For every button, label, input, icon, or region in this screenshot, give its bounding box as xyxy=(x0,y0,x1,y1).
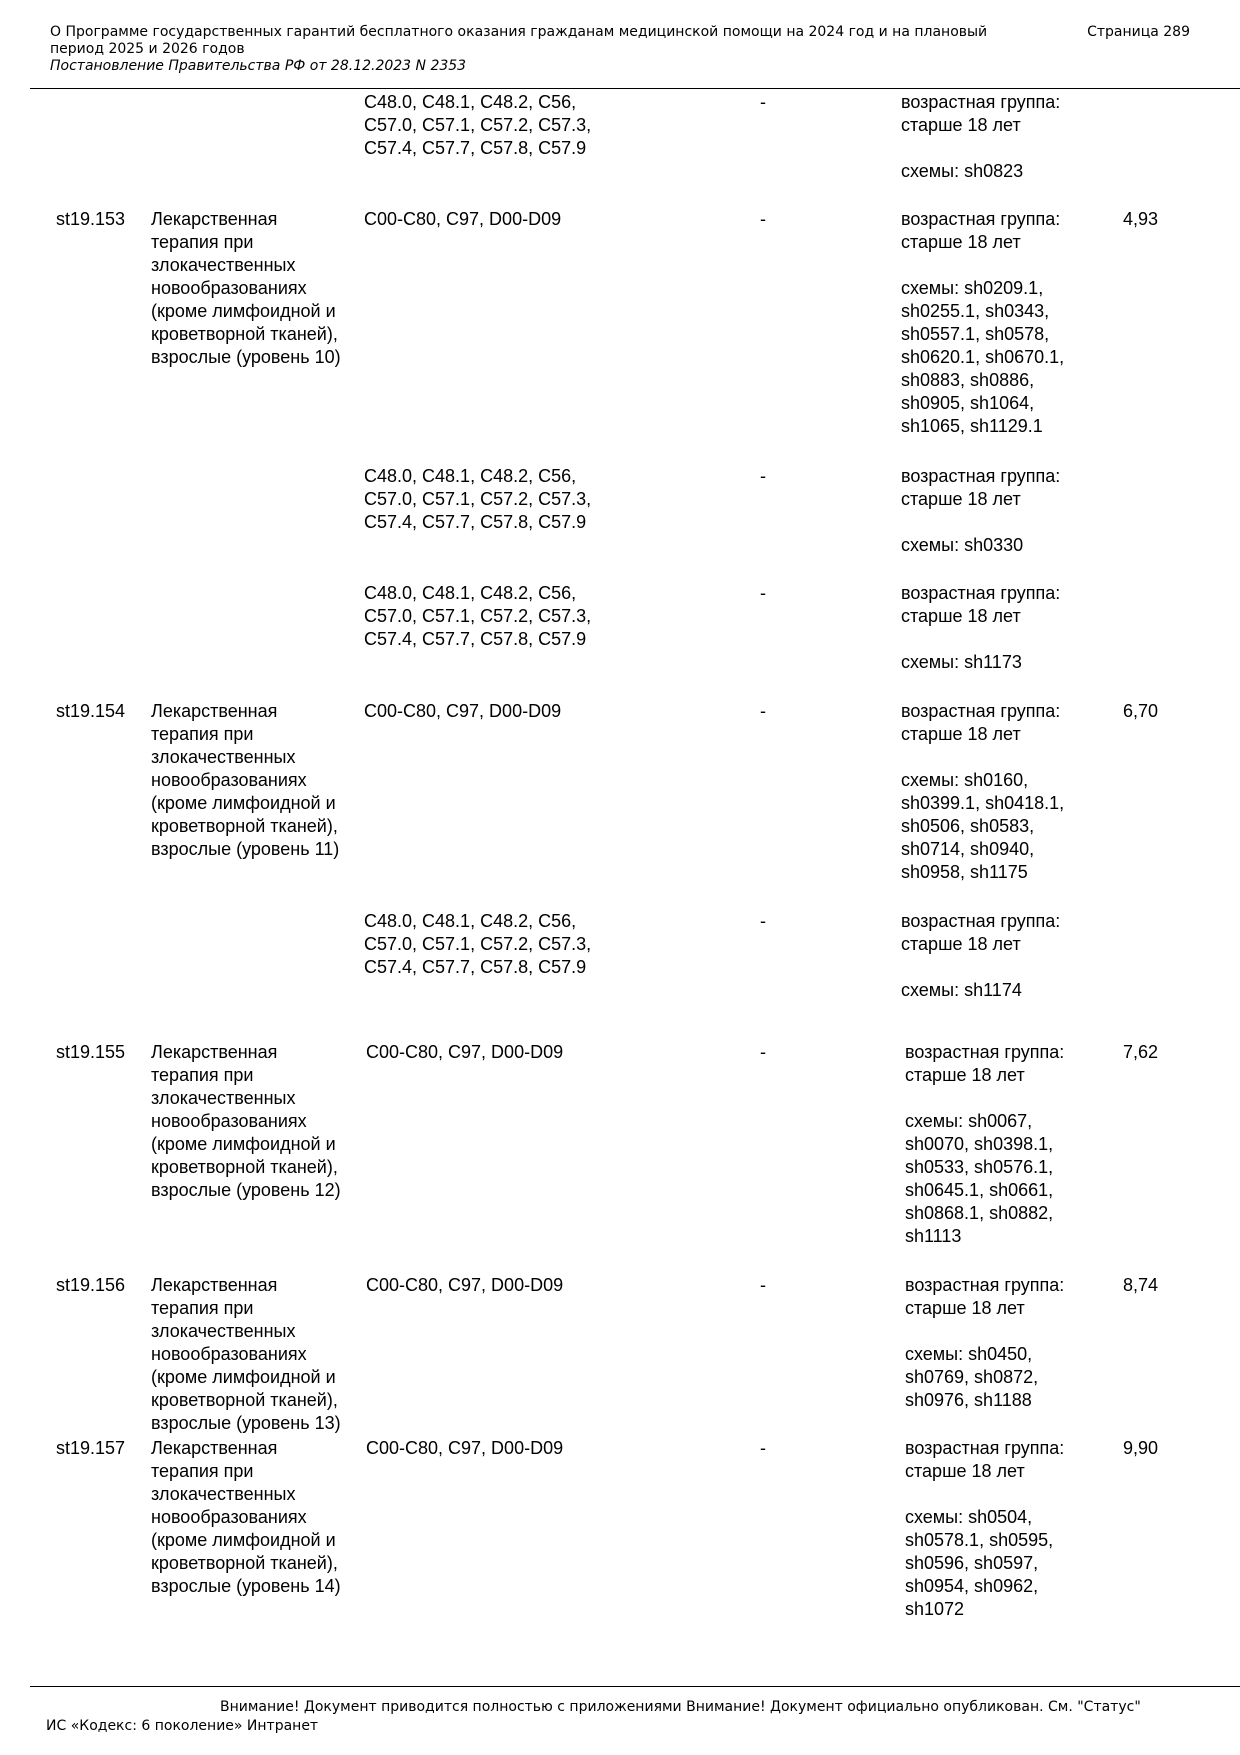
row-dash: - xyxy=(760,1275,766,1295)
row-code: st19.154 xyxy=(56,701,126,721)
row-name: Лекарственная терапия при злокачественных новообразованиях (кроме лимфоидной и кроветворной тканей), взрослые (уровень 10) xyxy=(151,209,341,367)
row-code: st19.155 xyxy=(56,1042,126,1062)
footer-system-label: ИС «Кодекс: 6 поколение» Интранет xyxy=(46,1718,319,1734)
row-diagnosis: C00-C80, C97, D00-D09 xyxy=(366,1438,564,1458)
row-dash: - xyxy=(760,466,766,486)
header-divider xyxy=(30,88,1240,89)
row-dash: - xyxy=(760,1042,766,1062)
page-number: Страница 289 xyxy=(1087,24,1190,40)
row-criteria: возрастная группа: старше 18 лет схемы: sh1173 xyxy=(901,583,1061,672)
row-name: Лекарственная терапия при злокачественных новообразованиях (кроме лимфоидной и кроветворной тканей), взрослые (уровень 11) xyxy=(151,701,340,859)
row-coefficient: 4,93 xyxy=(1123,209,1159,229)
row-criteria: возрастная группа: старше 18 лет схемы: sh0450, sh0769, sh0872, sh0976, sh1188 xyxy=(905,1275,1065,1410)
row-name: Лекарственная терапия при злокачественных новообразованиях (кроме лимфоидной и кроветворной тканей), взрослые (уровень 14) xyxy=(151,1438,341,1596)
row-coefficient: 9,90 xyxy=(1123,1438,1159,1458)
row-diagnosis: C48.0, C48.1, C48.2, C56, C57.0, C57.1, C57.2, C57.3, C57.4, C57.7, C57.8, C57.9 xyxy=(364,92,592,158)
row-criteria: возрастная группа: старше 18 лет схемы: sh0067, sh0070, sh0398.1, sh0533, sh0576.1, sh0645.1, sh0661, sh0868.1, sh0882, sh1113 xyxy=(905,1042,1065,1246)
row-diagnosis: C00-C80, C97, D00-D09 xyxy=(366,1275,564,1295)
row-name: Лекарственная терапия при злокачественных новообразованиях (кроме лимфоидной и кроветворной тканей), взрослые (уровень 12) xyxy=(151,1042,341,1200)
row-criteria: возрастная группа: старше 18 лет схемы: sh0209.1, sh0255.1, sh0343, sh0557.1, sh0578, sh0620.1, sh0670.1, sh0883, sh0886, sh0905, sh1064, sh1065, sh1129.1 xyxy=(901,209,1065,436)
row-diagnosis: C48.0, C48.1, C48.2, C56, C57.0, C57.1, C57.2, C57.3, C57.4, C57.7, C57.8, C57.9 xyxy=(364,583,592,649)
row-dash: - xyxy=(760,209,766,229)
row-diagnosis: C48.0, C48.1, C48.2, C56, C57.0, C57.1, C57.2, C57.3, C57.4, C57.7, C57.8, C57.9 xyxy=(364,466,592,532)
row-dash: - xyxy=(760,583,766,603)
row-dash: - xyxy=(760,1438,766,1458)
row-diagnosis: C48.0, C48.1, C48.2, C56, C57.0, C57.1, C57.2, C57.3, C57.4, C57.7, C57.8, C57.9 xyxy=(364,911,592,977)
row-coefficient: 8,74 xyxy=(1123,1275,1159,1295)
document-subtitle: Постановление Правительства РФ от 28.12.2023 N 2353 xyxy=(50,58,467,74)
footer-divider xyxy=(30,1686,1240,1687)
row-code: st19.156 xyxy=(56,1275,126,1295)
row-criteria: возрастная группа: старше 18 лет схемы: sh0160, sh0399.1, sh0418.1, sh0506, sh0583, sh0714, sh0940, sh0958, sh1175 xyxy=(901,701,1065,882)
footer-notice: Внимание! Документ приводится полностью с приложениями Внимание! Документ официально опубликован. См. "Статус" xyxy=(220,1699,1141,1715)
row-criteria: возрастная группа: старше 18 лет схемы: sh0330 xyxy=(901,466,1061,555)
row-dash: - xyxy=(760,701,766,721)
row-criteria: возрастная группа: старше 18 лет схемы: sh1174 xyxy=(901,911,1061,1000)
document-title: О Программе государственных гарантий бесплатного оказания гражданам медицинской помощи на 2024 год и на плановый период 2025 и 2026 годов xyxy=(50,24,988,57)
row-dash: - xyxy=(760,92,766,112)
row-coefficient: 7,62 xyxy=(1123,1042,1159,1062)
row-diagnosis: C00-C80, C97, D00-D09 xyxy=(364,701,562,721)
row-diagnosis: C00-C80, C97, D00-D09 xyxy=(364,209,562,229)
row-coefficient: 6,70 xyxy=(1123,701,1159,721)
row-criteria: возрастная группа: старше 18 лет схемы: sh0823 xyxy=(901,92,1061,181)
row-name: Лекарственная терапия при злокачественных новообразованиях (кроме лимфоидной и кроветворной тканей), взрослые (уровень 13) xyxy=(151,1275,341,1433)
row-code: st19.153 xyxy=(56,209,126,229)
row-code: st19.157 xyxy=(56,1438,126,1458)
row-diagnosis: C00-C80, C97, D00-D09 xyxy=(366,1042,564,1062)
row-dash: - xyxy=(760,911,766,931)
row-criteria: возрастная группа: старше 18 лет схемы: sh0504, sh0578.1, sh0595, sh0596, sh0597, sh0954, sh0962, sh1072 xyxy=(905,1438,1065,1619)
page-header xyxy=(50,24,1190,75)
